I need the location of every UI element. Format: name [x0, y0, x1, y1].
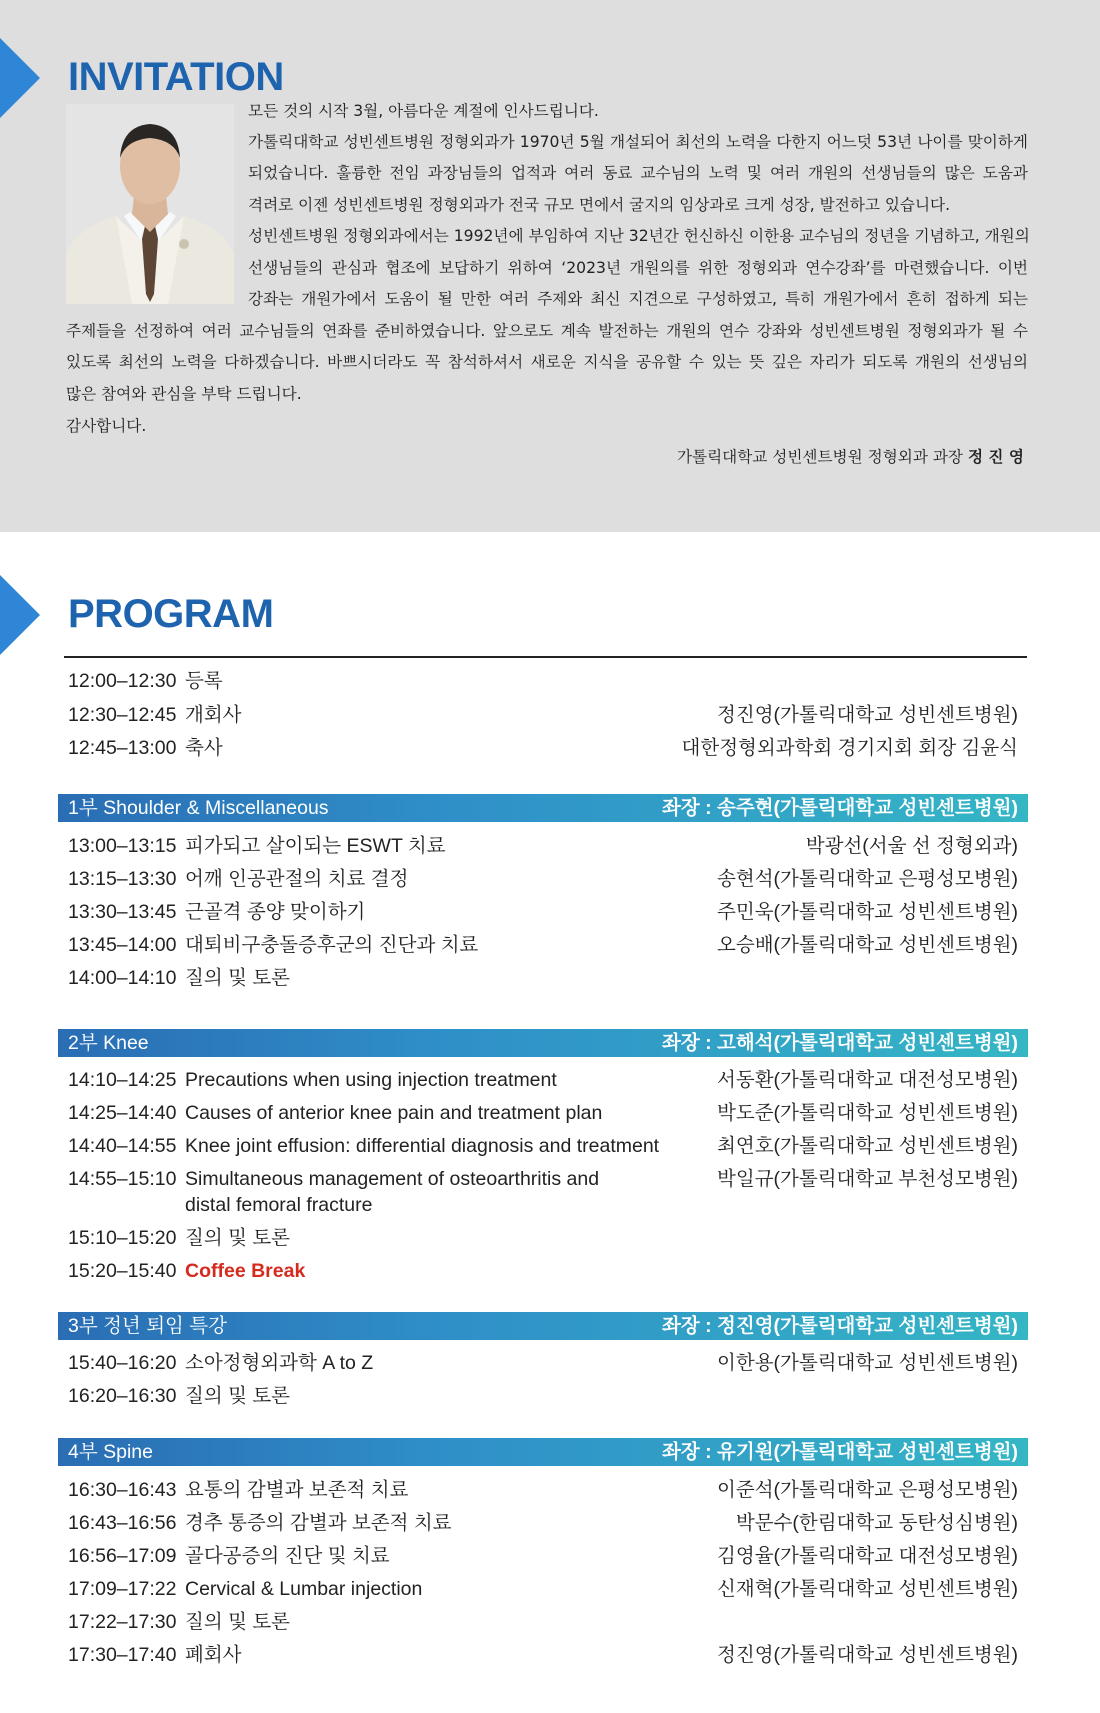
- coffee-break-label: Coffee Break: [185, 1260, 306, 1282]
- schedule-row: [68, 1507, 1018, 1539]
- time-slot: 14:40–14:55: [68, 1135, 177, 1157]
- schedule-row: [68, 1540, 1018, 1572]
- speaker: 김영율(가톨릭대학교 대전성모병원): [717, 1545, 1018, 1567]
- invitation-line-1: 모든 것의 시작 3월, 아름다운 계절에 인사드립니다.: [248, 102, 599, 120]
- time-slot: 14:25–14:40: [68, 1102, 177, 1124]
- session-title: 질의 및 토론: [185, 1611, 291, 1633]
- invitation-line-3: 되었습니다. 훌륭한 전임 과장님들의 업적과 여러 동료 교수님의 노력 및 여러 개원의 선생님들의 많은 도움과: [248, 164, 1028, 182]
- time-slot: 16:43–16:56: [68, 1512, 177, 1534]
- signature: [677, 445, 1024, 467]
- portrait-photo: [66, 104, 234, 304]
- session-title: 질의 및 토론: [185, 967, 291, 989]
- schedule-row: [68, 863, 1018, 895]
- time-slot: 13:00–13:15: [68, 835, 177, 857]
- schedule-row: [68, 896, 1018, 928]
- schedule-row: [68, 1474, 1018, 1506]
- session-header-3: [58, 1312, 1028, 1340]
- speaker: 박도준(가톨릭대학교 성빈센트병원): [717, 1102, 1018, 1124]
- schedule-row: [68, 1163, 1018, 1219]
- time-slot: 17:09–17:22: [68, 1578, 177, 1600]
- session-title: 질의 및 토론: [185, 1385, 291, 1407]
- time-slot: 15:10–15:20: [68, 1227, 177, 1249]
- time-slot: 12:30–12:45: [68, 704, 177, 726]
- signature-name: 정 진 영: [967, 448, 1024, 466]
- speaker: 오승배(가톨릭대학교 성빈센트병원): [717, 934, 1018, 956]
- time-slot: 13:45–14:00: [68, 934, 177, 956]
- time-slot: 15:40–16:20: [68, 1352, 177, 1374]
- session-chair: 좌장 : 유기원(가톨릭대학교 성빈센트병원): [662, 1441, 1018, 1463]
- schedule-row: [68, 1573, 1018, 1605]
- session-title: 등록: [185, 670, 223, 692]
- schedule-row: [68, 929, 1018, 961]
- session-title: Causes of anterior knee pain and treatment plan: [185, 1102, 603, 1124]
- invitation-line-9: 있도록 최선의 노력을 다하겠습니다. 바쁘시더라도 꼭 참석하셔서 새로운 지식을 공유할 수 있는 뜻 깊은 자리가 되도록 개원의 선생님의: [66, 353, 1028, 371]
- session-header-2: [58, 1029, 1028, 1057]
- session-name: 2부 Knee: [68, 1032, 149, 1054]
- speaker: 이한용(가톨릭대학교 성빈센트병원): [717, 1352, 1018, 1374]
- session-title: 폐회사: [185, 1644, 242, 1666]
- session-title: Cervical & Lumbar injection: [185, 1578, 423, 1600]
- invitation-section: [0, 0, 1100, 532]
- session-title: 경추 통증의 감별과 보존적 치료: [185, 1512, 452, 1534]
- time-slot: 16:56–17:09: [68, 1545, 177, 1567]
- time-slot: 16:30–16:43: [68, 1479, 177, 1501]
- session-title: Precautions when using injection treatment: [185, 1069, 557, 1091]
- schedule-row: [68, 1347, 1018, 1379]
- time-slot: 14:00–14:10: [68, 967, 177, 989]
- invitation-line-10: 많은 참여와 관심을 부탁 드립니다.: [66, 385, 302, 403]
- section-arrow-icon: [0, 38, 40, 118]
- session-title: 요통의 감별과 보존적 치료: [185, 1479, 409, 1501]
- speaker: 송현석(가톨릭대학교 은평성모병원): [717, 868, 1018, 890]
- speaker: 이준석(가톨릭대학교 은평성모병원): [717, 1479, 1018, 1501]
- schedule-row: [68, 1255, 1018, 1287]
- session-name: 3부 정년 퇴임 특강: [68, 1315, 227, 1337]
- session-title-line-1: Simultaneous management of osteoarthritis and: [185, 1168, 600, 1190]
- session-header-1: [58, 794, 1028, 822]
- speaker: 서동환(가톨릭대학교 대전성모병원): [717, 1069, 1018, 1091]
- invitation-line-4: 격려로 이젠 성빈센트병원 정형외과가 전국 규모 면에서 굴지의 임상과로 크게 성장, 발전하고 있습니다.: [248, 196, 951, 214]
- invitation-line-6: 선생님들의 관심과 협조에 보답하기 위하여 ‘2023년 개원의를 위한 정형외과 연수강좌’를 마련했습니다. 이번: [248, 259, 1028, 277]
- session-title: 어깨 인공관절의 치료 결정: [185, 868, 409, 890]
- schedule-row: [68, 1130, 1018, 1162]
- program-title: PROGRAM: [68, 592, 274, 636]
- session-name: 4부 Spine: [68, 1441, 153, 1463]
- session-title: 축사: [185, 737, 223, 759]
- invitation-title: INVITATION: [68, 55, 284, 99]
- session-title: 대퇴비구충돌증후군의 진단과 치료: [185, 934, 479, 956]
- invitation-line-11: 감사합니다.: [66, 417, 147, 435]
- time-slot: 14:10–14:25: [68, 1069, 177, 1091]
- session-chair: 좌장 : 고해석(가톨릭대학교 성빈센트병원): [662, 1032, 1018, 1054]
- session-title: [185, 1166, 599, 1218]
- time-slot: 15:20–15:40: [68, 1260, 177, 1282]
- time-slot: 14:55–15:10: [68, 1168, 177, 1190]
- speaker: 정진영(가톨릭대학교 성빈센트병원): [717, 1644, 1018, 1666]
- session-title: 소아정형외과학 A to Z: [185, 1352, 374, 1374]
- schedule-row: [68, 699, 1018, 731]
- session-title: 골다공증의 진단 및 치료: [185, 1545, 390, 1567]
- speaker: 대한정형외과학회 경기지회 회장 김윤식: [681, 737, 1018, 759]
- time-slot: 13:30–13:45: [68, 901, 177, 923]
- session-header-4: [58, 1438, 1028, 1466]
- schedule-row: [68, 830, 1018, 862]
- signature-title: 가톨릭대학교 성빈센트병원 정형외과 과장: [676, 448, 963, 466]
- schedule-row: [68, 1222, 1018, 1254]
- time-slot: 13:15–13:30: [68, 868, 177, 890]
- invitation-line-8: 주제들을 선정하여 여러 교수님들의 연좌를 준비하였습니다. 앞으로도 계속 발전하는 개원의 연수 강좌와 성빈센트병원 정형외과가 될 수: [66, 322, 1028, 340]
- time-slot: 17:30–17:40: [68, 1644, 177, 1666]
- time-slot: 12:00–12:30: [68, 670, 177, 692]
- speaker: 박문수(한림대학교 동탄성심병원): [735, 1512, 1018, 1534]
- schedule-row: [68, 1639, 1018, 1671]
- session-title-line-2: distal femoral fracture: [185, 1194, 373, 1216]
- session-title: 개회사: [185, 704, 242, 726]
- schedule-row: [68, 1606, 1018, 1638]
- speaker: 박일규(가톨릭대학교 부천성모병원): [717, 1168, 1018, 1190]
- speaker: 정진영(가톨릭대학교 성빈센트병원): [717, 704, 1018, 726]
- time-slot: 17:22–17:30: [68, 1611, 177, 1633]
- schedule-row: [68, 1380, 1018, 1412]
- speaker: 박광선(서울 선 정형외과): [805, 835, 1018, 857]
- schedule-row: [68, 665, 1018, 697]
- schedule-row: [68, 962, 1018, 994]
- invitation-line-2: 가톨릭대학교 성빈센트병원 정형외과가 1970년 5월 개설되어 최선의 노력을 다한지 어느덧 53년 나이를 맞이하게: [248, 133, 1028, 151]
- speaker: 신재혁(가톨릭대학교 성빈센트병원): [717, 1578, 1018, 1600]
- session-title: 질의 및 토론: [185, 1227, 291, 1249]
- session-name: 1부 Shoulder & Miscellaneous: [68, 797, 329, 819]
- speaker: 최연호(가톨릭대학교 성빈센트병원): [717, 1135, 1018, 1157]
- section-arrow-icon: [0, 575, 40, 655]
- invitation-line-5: 성빈센트병원 정형외과에서는 1992년에 부임하여 지난 32년간 헌신하신 이한용 교수님의 정년을 기념하고, 개원의: [248, 227, 1030, 245]
- time-slot: 16:20–16:30: [68, 1385, 177, 1407]
- session-chair: 좌장 : 정진영(가톨릭대학교 성빈센트병원): [662, 1315, 1018, 1337]
- session-title: 근골격 종양 맞이하기: [185, 901, 366, 923]
- session-chair: 좌장 : 송주현(가톨릭대학교 성빈센트병원): [662, 797, 1018, 819]
- schedule-row: [68, 1064, 1018, 1096]
- session-title: Knee joint effusion: differential diagnosis and treatment: [185, 1135, 660, 1157]
- schedule-row: [68, 732, 1018, 764]
- portrait-figure-icon: [66, 104, 234, 304]
- program-divider: [64, 656, 1027, 658]
- invitation-line-7: 강좌는 개원가에서 도움이 될 만한 여러 주제와 최신 지견으로 구성하였고, 특히 개원가에서 흔히 접하게 되는: [248, 290, 1028, 308]
- speaker: 주민욱(가톨릭대학교 성빈센트병원): [717, 901, 1018, 923]
- time-slot: 12:45–13:00: [68, 737, 177, 759]
- session-title: 피가되고 살이되는 ESWT 치료: [185, 835, 446, 857]
- schedule-row: [68, 1097, 1018, 1129]
